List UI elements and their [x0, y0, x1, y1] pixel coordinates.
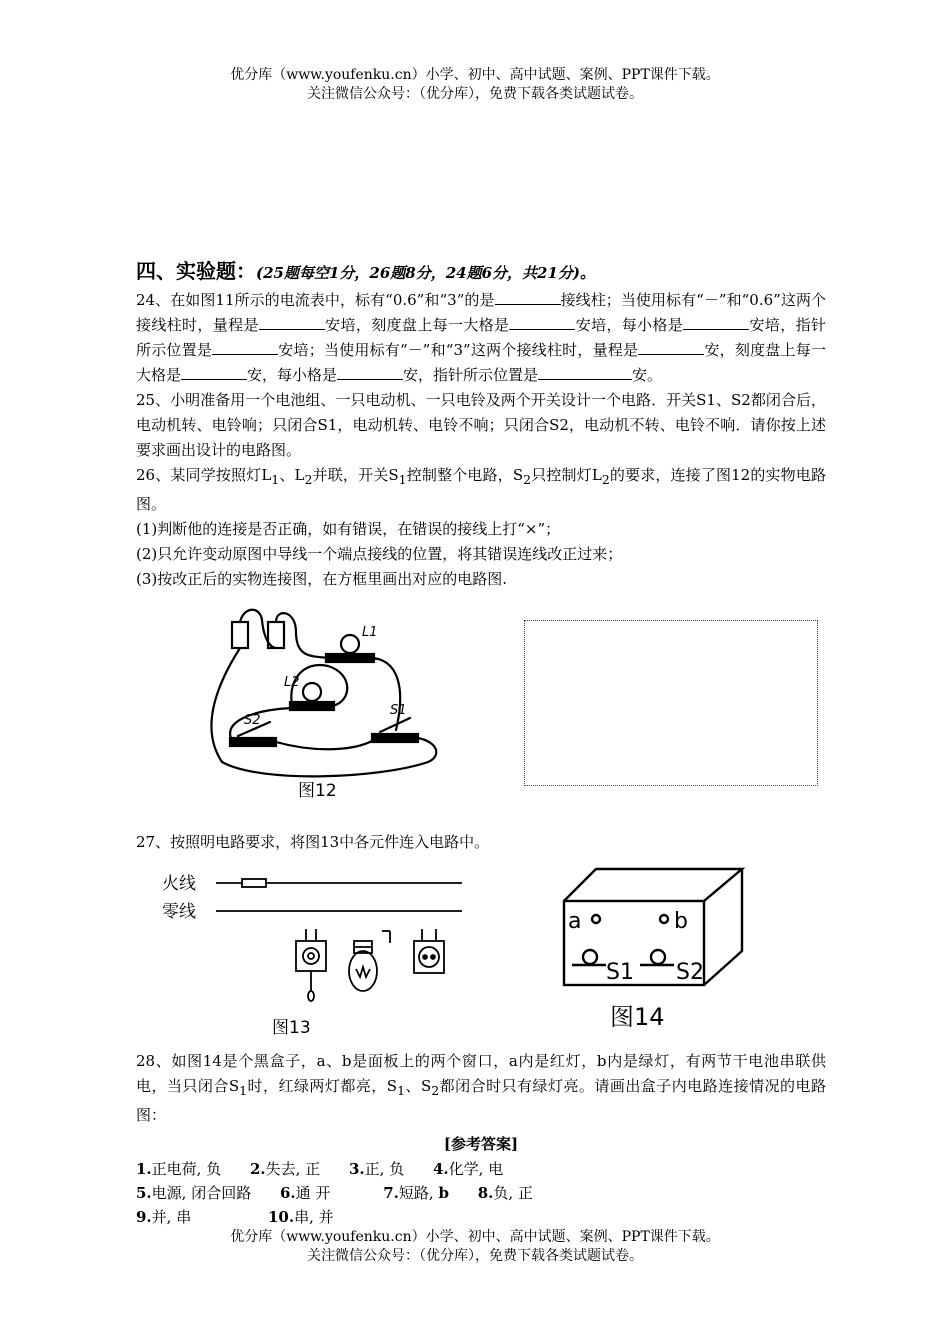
answer-number: 6.: [280, 1184, 296, 1202]
pull-switch-icon: [296, 929, 326, 1001]
box-top-face: [564, 869, 742, 901]
answer-blank[interactable]: [181, 363, 247, 380]
question-28: [136, 1049, 826, 1128]
q26-S: S: [388, 466, 399, 484]
q28-text: 时，红绿两灯都亮，: [247, 1077, 387, 1095]
answers-line-3: [136, 1205, 826, 1229]
lamp-base-icon: [290, 702, 334, 710]
q26-text: 26、某同学按照灯: [136, 466, 262, 484]
q28-text: 都闭合时只有绿灯亮。请画出盒子内电路连接情况的电路图：: [136, 1077, 826, 1124]
answer-blank[interactable]: [509, 313, 575, 330]
answer-number: 1.: [136, 1160, 152, 1178]
switch-base-icon: [230, 738, 276, 746]
light-bulb-icon: [349, 931, 390, 991]
switch-2-label: S2: [676, 960, 704, 985]
answer-blank[interactable]: [683, 313, 749, 330]
window-a-label: a: [568, 909, 582, 934]
page-footer: [0, 1228, 950, 1266]
q26-part-2: (2)只允许变动原图中导线一个端点接线的位置，将其错误连线改正过来；: [136, 545, 623, 563]
answer-number: 5.: [136, 1184, 152, 1202]
answer-blank[interactable]: [495, 288, 561, 305]
q28-S: S: [228, 1077, 240, 1095]
answer-number: 3.: [349, 1160, 365, 1178]
figure-row-13-14: [136, 861, 826, 1041]
q28-S: S: [386, 1077, 398, 1095]
q26-sub: 2: [304, 472, 313, 487]
header-line-1: 优分库（www.youfenku.cn）小学、初中、高中试题、案例、PPT课件下载。: [230, 67, 720, 83]
wire: [276, 740, 374, 749]
q26-text: 并联，开关: [312, 466, 389, 484]
answer-text: 正, 负: [364, 1160, 405, 1178]
exam-content: [136, 256, 826, 1229]
switch-2-label: S2: [244, 713, 261, 728]
answer-text: 通 开: [295, 1184, 331, 1202]
q26-text: 控制整个电路，: [406, 466, 513, 484]
answer-blank[interactable]: [259, 313, 325, 330]
figure-12-circuit: [192, 602, 482, 802]
wire: [240, 610, 276, 648]
answer-text: 化学, 电: [448, 1160, 504, 1178]
answer-text: 正电荷, 负: [151, 1160, 222, 1178]
q24-text-4: 安培，每小格是: [575, 316, 684, 334]
question-26: [136, 463, 826, 517]
window-a-icon: [592, 915, 600, 923]
q24-text-9: 安，指针所示位置是: [403, 366, 539, 384]
q24-text-2: 接线柱；当使用标有“－”和“0.6”这两个接线柱时，量程是: [136, 291, 827, 334]
q26-sep: 、: [279, 466, 295, 484]
q28-S: S: [420, 1077, 432, 1095]
q24-text-1: 24、在如图11所示的电流表中，标有“0.6”和“3”的是: [136, 291, 495, 309]
figure-13-caption: 图13: [272, 1018, 311, 1038]
switch-1-label: S1: [390, 703, 407, 718]
q26-sub: 1: [271, 472, 280, 487]
lamp-bulb-icon: [303, 683, 321, 701]
q26-L: L: [261, 466, 272, 484]
q26-text: 只控制灯: [531, 466, 592, 484]
wire: [418, 738, 436, 762]
lamp-1-label: L1: [362, 625, 378, 640]
answer-text: 负, 正: [493, 1184, 533, 1202]
q28-sep: 、: [405, 1077, 421, 1095]
answer-blank[interactable]: [566, 363, 632, 380]
figure-12-caption: 图12: [298, 781, 337, 801]
footer-line-2: 关注微信公众号：（优分库），免费下载各类试题试卷。: [307, 1248, 643, 1264]
q26-L: L: [294, 466, 305, 484]
lamp-bulb-icon: [341, 635, 359, 653]
section-score-note: (25题每空1分，26题8分，24题6分，共21分)。: [256, 264, 596, 282]
answer-number: 4.: [433, 1160, 449, 1178]
q26-sub: 1: [398, 472, 407, 487]
q26-L: L: [591, 466, 602, 484]
answer-number: 10.: [268, 1208, 295, 1226]
answer-text: 电源, 闭合回路: [151, 1184, 252, 1202]
question-27: 27、按照明电路要求，将图13中各元件连入电路中。: [136, 833, 490, 851]
window-b-label: b: [674, 909, 688, 934]
answer-text: 短路,: [398, 1184, 439, 1202]
question-24: [136, 288, 826, 388]
q28-sub: 2: [431, 1083, 440, 1098]
q28-sub: 1: [239, 1083, 248, 1098]
switch-2-icon: [640, 950, 674, 965]
fuse-icon: [242, 879, 266, 887]
q28-sub: 1: [397, 1083, 406, 1098]
q24-text-3: 安培，刻度盘上每一大格是: [324, 316, 510, 334]
lamp-2-label: L2: [284, 675, 300, 690]
answer-text: 串, 并: [294, 1208, 334, 1226]
lamp-base-icon: [326, 654, 374, 662]
answer-number: 8.: [477, 1184, 494, 1202]
answer-text: 失去, 正: [265, 1160, 321, 1178]
answer-blank[interactable]: [538, 363, 566, 380]
q24-text-5: 安培，指针所示位置是: [136, 316, 826, 359]
q26-part-1: (1)判断他的连接是否正确，如有错误，在错误的接线上打“×”；: [136, 520, 561, 538]
q26-text: 的要求，连接了图12的实物电路图。: [136, 466, 826, 513]
q24-text-10: 安。: [632, 366, 663, 384]
answer-blank[interactable]: [638, 338, 704, 355]
q26-part-3: (3)按改正后的实物连接图，在方框里画出对应的电路图.: [136, 570, 508, 588]
answers-line-2: [136, 1181, 826, 1205]
section-title-text: 四、实验题：: [136, 259, 256, 283]
figure-row-12: [136, 602, 826, 824]
answer-number: 2.: [250, 1160, 266, 1178]
question-25: 25、小明准备用一个电池组、一只电动机、一只电铃及两个开关设计一个电路．开关S1、S2都闭合后，电动机转、电铃响；只闭合S1，电动机转、电铃不响；只闭合S2，电动机不转、电铃不响．请你按上述要求画出设计的电路图。: [136, 391, 826, 459]
battery-icon: [232, 622, 248, 648]
footer-line-1: 优分库（www.youfenku.cn）小学、初中、高中试题、案例、PPT课件下载。: [230, 1229, 720, 1245]
figure-14-caption: 图14: [610, 1003, 665, 1031]
page-header: [0, 66, 950, 104]
switch-1-icon: [572, 950, 606, 965]
answer-text: 并, 串: [151, 1208, 192, 1226]
section-title: [136, 256, 826, 288]
neutral-wire-label: 零线: [162, 902, 196, 922]
q26-sub: 2: [601, 472, 610, 487]
figure-14-black-box: [556, 861, 756, 1041]
q26-S: S: [512, 466, 524, 484]
answer-number: 9.: [136, 1208, 152, 1226]
q24-text-6: 安培；当使用标有“－”和“3”这两个接线柱时，量程是: [278, 341, 639, 359]
answer-blank[interactable]: [337, 363, 403, 380]
switch-1-label: S1: [606, 960, 634, 985]
answer-blank[interactable]: [212, 338, 278, 355]
wire: [372, 658, 400, 730]
q28-text: 28、如图14是个黑盒子，a、b是面板上的两个窗口，a内是红灯，b内是绿灯，有两节干电池串联供电，当只闭合: [136, 1052, 826, 1095]
header-line-2: 关注微信公众号：（优分库），免费下载各类试题试卷。: [307, 86, 643, 102]
answers-line-1: [136, 1157, 826, 1181]
answer-text-bold: b: [438, 1184, 449, 1202]
window-b-icon: [660, 915, 668, 923]
q24-text-7: 安，刻度盘上每一大格是: [136, 341, 826, 384]
live-wire-label: 火线: [162, 874, 196, 894]
answer-number: 7.: [383, 1184, 399, 1202]
answers-title: [参考答案]: [443, 1135, 519, 1153]
circuit-drawing-box[interactable]: [524, 620, 818, 786]
switch-base-icon: [372, 734, 418, 742]
q24-text-8: 安，每小格是: [247, 366, 338, 384]
q26-sub: 2: [523, 472, 532, 487]
figure-13-wiring: [162, 861, 472, 1041]
socket-icon: [414, 929, 444, 973]
